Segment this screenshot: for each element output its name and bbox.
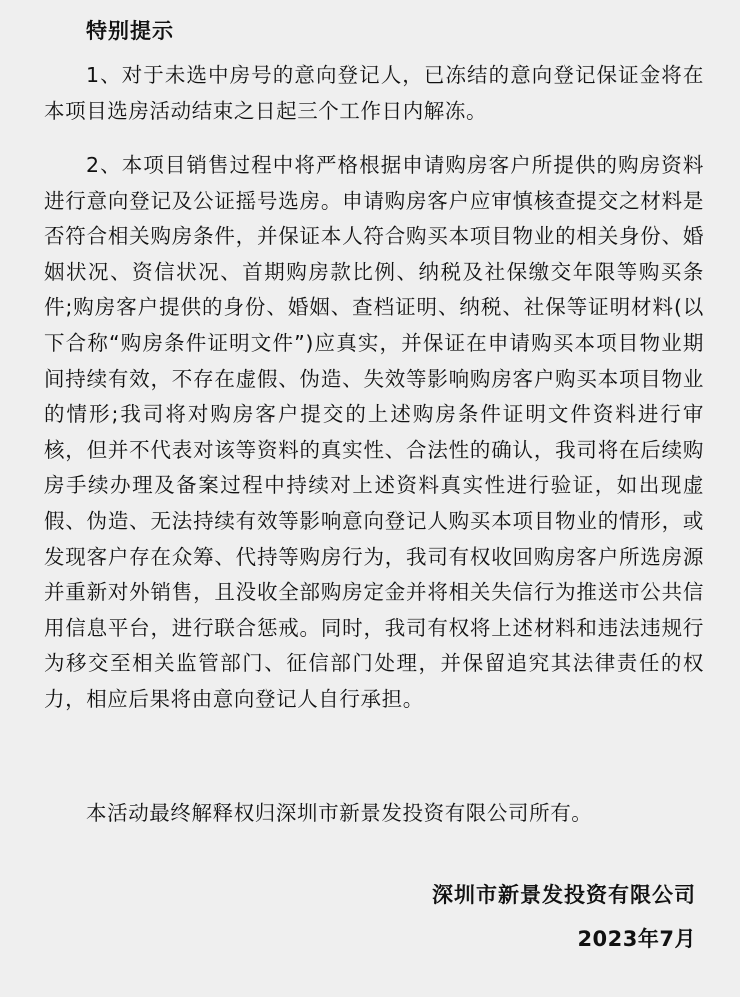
notice-heading: 特别提示 — [86, 19, 174, 43]
signature-company: 深圳市新景发投资有限公司 — [432, 883, 696, 907]
notice-paragraph-2: 2、本项目销售过程中将严格根据申请购房客户所提供的购房资料进行意向登记及公证摇号选房。申请购房客户应审慎核查提交之材料是否符合相关购房条件，并保证本人符合购买本项目物业的相关身份、婚姻状况、资信状况、首期购房款比例、纳税及社保缴交年限等购买条件;购房客户提供的身份、婚姻、查档证明、纳税、社保等证明材料(以下合称“购房条件证明文件”)应真实，并保证在申请购买本项目物业期间持续有效，不存在虚假、伪造、失效等影响购房客户购买本项目物业的情形;我司将对购房客户提交的上述购房条件证明文件资料进行审核，但并不代表对该等资料的真实性、合法性的确认，我司将在后续购房手续办理及备案过程中持续对上述资料真实性进行验证，如出现虚假、伪造、无法持续有效等影响意向登记人购买本项目物业的情形，或发现客户存在众筹、代持等购房行为，我司有权收回购房客户所选房源并重新对外销售，且没收全部购房定金并将相关失信行为推送市公共信用信息平台，进行联合惩戒。同时，我司有权将上述材料和违法违规行为移交至相关监管部门、征信部门处理，并保留追究其法律责任的权力，相应后果将由意向登记人自行承担。 — [44, 153, 704, 711]
notice-paragraph-interpretation: 本活动最终解释权归深圳市新景发投资有限公司所有。 — [86, 801, 593, 825]
notice-paragraph-1: 1、对于未选中房号的意向登记人，已冻结的意向登记保证金将在本项目选房活动结束之日起三个工作日内解冻。 — [44, 63, 704, 123]
signature-date: 2023年7月 — [577, 927, 696, 951]
